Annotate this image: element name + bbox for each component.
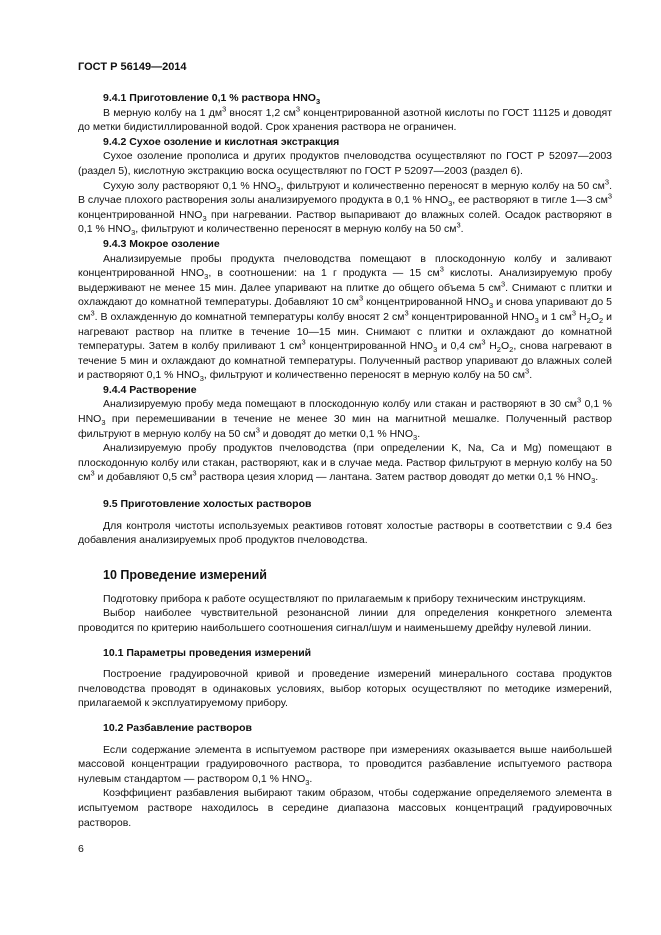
section-9-5-title: 9.5 Приготовление холостых растворов [103, 498, 312, 511]
section-10-para-2: Выбор наиболее чувствительной резонансной линии для определения конкретного элемента проводится по критерию наибольшего соотношения сигнал/шум и наименьшему дрейфу нулевой линии. [78, 607, 612, 634]
section-9-4-2-para-2: Сухую золу растворяют 0,1 % $HNO_3$, фильтруют и количественно переносят в мерную колбу на 50 $см^3$. В случае плохого растворения золы анализируемого продукта в 0,1 % $HNO_3$, ее растворяют в тигле 1—3 $см^3$ концентрированной $HNO_3$ при нагревании. Раствор выпаривают до влажных солей. Осадок растворяют в 0,1 % $HNO_3$, фильтруют и количественно переносят в мерную колбу на 50 $см^3$. [78, 177, 613, 238]
section-9-4-4-para-1: Анализируемую пробу меда помещают в плоскодонную колбу или стакан и растворяют в 30 $см^3$ 0,1 % $HNO_3$ при перемешивании в течение не менее 30 мин на магнитной мешалке. Полученный раствор фильтруют в мерную колбу на 50 $см^3$ и доводят до метки 0,1 % $HNO_3$. [78, 395, 612, 442]
document-code: ГОСТ Р 56149—2014 [78, 61, 187, 73]
section-10-2-para-2: Коэффициент разбавления выбирают таким образом, чтобы содержание определяемого элемента в испытуемом растворе находилось в середине диапазона массовых концентраций градуировочных растворов. [78, 787, 612, 829]
page-number: 6 [78, 843, 84, 855]
section-9-4-2-para-1: Сухое озоление прополиса и других продуктов пчеловодства осуществляют по ГОСТ Р 52097—2003 (раздел 5), кислотную экстракцию воска осуществляют по ГОСТ Р 52097—2003 (раздел 6). [78, 150, 612, 177]
section-10-para-1: Подготовку прибора к работе осуществляют по прилагаемым к прибору техническим инструкциям. [103, 592, 586, 605]
section-9-4-3-title: 9.4.3 Мокрое озоление [103, 237, 220, 250]
page-content [78, 91, 612, 830]
section-10-1-title: 10.1 Параметры проведения измерений [103, 646, 312, 659]
section-9-5-text: Для контроля чистоты используемых реактивов готовят холостые растворы в соответствии с 9.4 без добавления анализируемых проб продуктов пчеловодства. [78, 519, 612, 547]
section-10-title: 10 Проведение измерений [103, 567, 267, 582]
section-9-4-4-title: 9.4.4 Растворение [103, 383, 197, 396]
section-10-1-text: Построение градуировочной кривой и проведение измерений минерального состава продуктов пчеловодства проводят в одинаковых условиях, выбор которых осуществляют по методике измерений, прилагаемой к эксплуатируемому прибору. [78, 668, 612, 710]
section-9-4-1-title: 9.4.1 Приготовление 0,1 % раствора $HNO_3$ [103, 92, 321, 107]
section-9-4-3-text: Анализируемые пробы продукта пчеловодства помещают в плоскодонную колбу и заливают концентрированной $HNO_3$, в соотношении: на 1 г продукта — 15 $см^3$ кислоты. Анализируемую пробу выдерживают не менее 15 мин. Далее упаривают на плитке до общего объема 5 $см^3$. Снимают с плитки и охлаждают до комнатной температуры. Добавляют 10 $см^3$ концентрированной $HNO_3$ и снова упаривают до 5 $см^3$. В охлажденную до комнатной температуры колбу вносят 2 $см^3$ концентрированной $HNO_3$ и 1 $см^3$ $H_2O_2$ и нагревают раствор на плитке в течение 10—15 мин. Снимают с плитки и охлаждают до комнатной температуры. Затем в колбу приливают 1 $см^3$ концентрированной $HNO_3$ и 0,4 $см^3$ $H_2O_2$, снова нагревают в течение 5 мин и охлаждают до комнатной температуры. Полученный раствор упаривают до влажных солей и растворяют 0,1 % $HNO_3$, фильтруют и количественно переносят в мерную колбу на 50 $см^3$. [78, 252, 613, 384]
section-9-4-2-title: 9.4.2 Сухое озоление и кислотная экстракция [103, 135, 340, 148]
section-10-2-title: 10.2 Разбавление растворов [103, 721, 252, 734]
section-9-4-4-para-2: Анализируемую пробу продуктов пчеловодства (при определении K, Na, Ca и Mg) помещают в плоскодонную колбу или стакан, растворяют, как и в случае меда. Раствор фильтруют в мерную колбу на 50 $см^3$ и добавляют 0,5 $см^3$ раствора цезия хлорид — лантана. Затем раствор доводят до метки 0,1 % $HNO_3$. [78, 442, 612, 486]
section-10-2-para-1: Если содержание элемента в испытуемом растворе при измерениях оказывается выше наибольшей массовой концентрации градуировочного раствора, то проводится разбавление испытуемого раствора нулевым стандартом — раствором 0,1 % $HNO_3$. [78, 743, 612, 787]
section-9-4-1-text: В мерную колбу на 1 $дм^3$ вносят 1,2 $см^3$ концентрированной азотной кислоты по ГОСТ 11125 и доводят до метки бидистиллированной водой. Срок хранения раствора не ограничен. [78, 104, 613, 134]
